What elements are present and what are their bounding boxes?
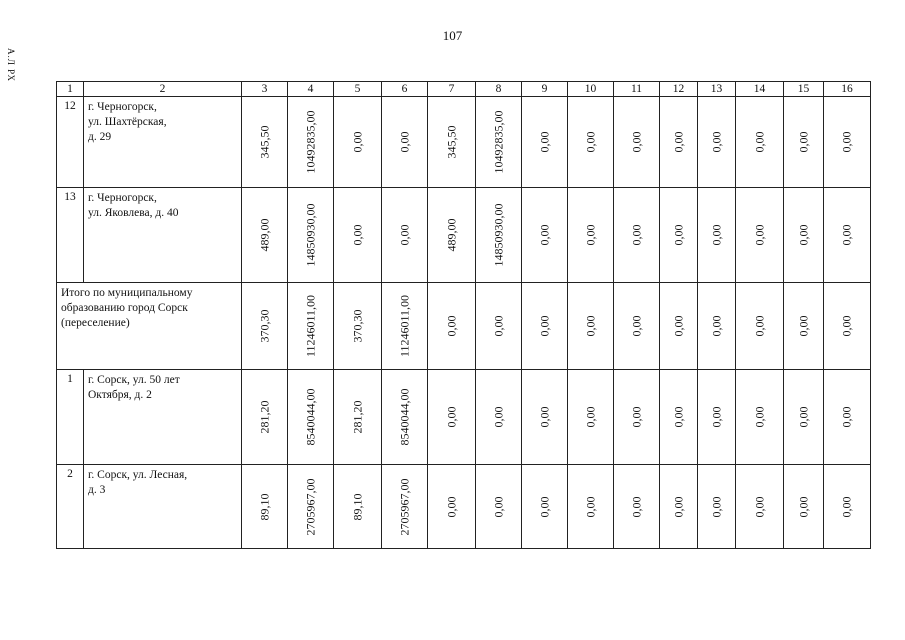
value-cell-col-7 xyxy=(428,97,476,188)
header-cell-7: 7 xyxy=(428,82,476,97)
value-text: 0,00 xyxy=(752,224,766,246)
header-cell-4: 4 xyxy=(288,82,334,97)
value-cell-col-12 xyxy=(660,283,698,370)
value-text: 2705967,00 xyxy=(303,478,317,535)
value-cell-col-6 xyxy=(382,97,428,188)
value-text: 0,00 xyxy=(752,131,766,153)
header-row xyxy=(57,82,871,97)
value-cell-col-4 xyxy=(288,97,334,188)
value-cell-col-8 xyxy=(476,97,522,188)
value-cell-col-11 xyxy=(614,188,660,283)
value-text: 345,50 xyxy=(257,125,271,159)
page-number: 107 xyxy=(442,28,463,43)
value-cell-col-10 xyxy=(568,283,614,370)
value-cell-col-3 xyxy=(242,370,288,465)
value-text: 0,00 xyxy=(709,315,723,337)
value-cell-col-9 xyxy=(522,465,568,549)
value-text: 0,00 xyxy=(350,224,364,246)
value-text: 370,30 xyxy=(350,309,364,343)
header-cell-11: 11 xyxy=(614,82,660,97)
value-cell-col-8 xyxy=(476,370,522,465)
value-cell-col-13 xyxy=(698,188,736,283)
value-cell-col-10 xyxy=(568,465,614,549)
value-text: 0,00 xyxy=(839,496,854,517)
value-cell-col-11 xyxy=(614,370,660,465)
address-cell: г. Черногорск, ул. Шахтёрская, д. 29 xyxy=(84,97,242,188)
row-number: 12 xyxy=(57,97,84,188)
address-cell: г. Сорск, ул. Лесная, д. 3 xyxy=(84,465,242,549)
value-cell-col-13 xyxy=(698,370,736,465)
value-text: 0,00 xyxy=(709,224,723,246)
value-cell-col-12 xyxy=(660,465,698,549)
table-row xyxy=(57,370,871,465)
value-text: 0,00 xyxy=(583,224,597,246)
value-text: 0,00 xyxy=(796,131,810,153)
value-cell-col-3 xyxy=(242,465,288,549)
header-cell-1: 1 xyxy=(57,82,84,97)
header-cell-15: 15 xyxy=(784,82,824,97)
value-cell-col-6 xyxy=(382,370,428,465)
value-text: 0,00 xyxy=(397,224,411,246)
value-cell-col-6 xyxy=(382,188,428,283)
header-cell-10: 10 xyxy=(568,82,614,97)
value-text: 0,00 xyxy=(796,224,810,246)
value-text: 0,00 xyxy=(709,496,723,517)
value-text: 8540044,00 xyxy=(303,388,317,446)
value-cell-col-16 xyxy=(824,465,871,549)
header-cell-5: 5 xyxy=(334,82,382,97)
value-text: 0,00 xyxy=(491,406,505,428)
value-text: 0,00 xyxy=(629,315,643,337)
value-cell-col-14 xyxy=(736,370,784,465)
address-cell: г. Сорск, ул. 50 лет Октября, д. 2 xyxy=(84,370,242,465)
value-text: 0,00 xyxy=(709,406,723,428)
value-cell-col-10 xyxy=(568,97,614,188)
value-text: 0,00 xyxy=(752,315,766,337)
header-cell-16: 16 xyxy=(824,82,871,97)
value-text: 345,50 xyxy=(444,125,458,159)
value-cell-col-4 xyxy=(288,465,334,549)
value-text: 0,00 xyxy=(671,224,685,246)
value-cell-col-12 xyxy=(660,97,698,188)
value-text: 10492835,00 xyxy=(491,110,505,174)
value-cell-col-7 xyxy=(428,283,476,370)
value-text: 0,00 xyxy=(839,406,854,428)
value-cell-col-14 xyxy=(736,283,784,370)
row-number: 13 xyxy=(57,188,84,283)
value-text: 11246011,00 xyxy=(397,294,411,358)
summary-label: Итого по муниципальному образованию город Сорск (переселение) xyxy=(57,283,242,370)
value-cell-col-15 xyxy=(784,188,824,283)
address-cell: г. Черногорск, ул. Яковлева, д. 40 xyxy=(84,188,242,283)
value-cell-col-8 xyxy=(476,465,522,549)
table-row xyxy=(57,465,871,549)
value-text: 0,00 xyxy=(839,315,854,337)
value-cell-col-3 xyxy=(242,283,288,370)
value-text: 0,00 xyxy=(583,496,597,517)
value-text: 370,30 xyxy=(257,309,271,343)
value-text: 14850930,00 xyxy=(303,203,317,267)
value-text: 0,00 xyxy=(796,315,810,337)
value-text: 0,00 xyxy=(537,315,551,337)
value-cell-col-16 xyxy=(824,283,871,370)
value-cell-col-5 xyxy=(334,97,382,188)
header-cell-12: 12 xyxy=(660,82,698,97)
value-cell-col-12 xyxy=(660,188,698,283)
value-cell-col-11 xyxy=(614,465,660,549)
value-cell-col-5 xyxy=(334,188,382,283)
value-cell-col-15 xyxy=(784,465,824,549)
value-text: 10492835,00 xyxy=(303,110,317,174)
value-cell-col-7 xyxy=(428,370,476,465)
value-cell-col-9 xyxy=(522,97,568,188)
value-cell-col-13 xyxy=(698,465,736,549)
table-row xyxy=(57,188,871,283)
value-cell-col-14 xyxy=(736,188,784,283)
value-text: 489,00 xyxy=(257,218,271,252)
value-cell-col-14 xyxy=(736,465,784,549)
value-cell-col-14 xyxy=(736,97,784,188)
value-text: 0,00 xyxy=(796,496,810,517)
value-text: 0,00 xyxy=(583,315,597,337)
value-text: 0,00 xyxy=(444,496,458,517)
value-text: 0,00 xyxy=(752,496,766,517)
value-text: 0,00 xyxy=(629,496,643,517)
value-text: 0,00 xyxy=(671,406,685,428)
header-cell-13: 13 xyxy=(698,82,736,97)
value-cell-col-5 xyxy=(334,370,382,465)
table-row xyxy=(57,97,871,188)
value-cell-col-15 xyxy=(784,283,824,370)
value-text: 489,00 xyxy=(444,218,458,252)
value-text: 89,10 xyxy=(350,493,364,520)
value-cell-col-4 xyxy=(288,188,334,283)
value-cell-col-4 xyxy=(288,283,334,370)
header-cell-3: 3 xyxy=(242,82,288,97)
value-text: 0,00 xyxy=(671,315,685,337)
row-number: 2 xyxy=(57,465,84,549)
value-cell-col-11 xyxy=(614,283,660,370)
header-cell-9: 9 xyxy=(522,82,568,97)
value-text: 0,00 xyxy=(537,224,551,246)
value-cell-col-7 xyxy=(428,465,476,549)
value-text: 0,00 xyxy=(350,131,364,153)
value-cell-col-3 xyxy=(242,97,288,188)
value-cell-col-6 xyxy=(382,465,428,549)
value-cell-col-11 xyxy=(614,97,660,188)
value-text: 14850930,00 xyxy=(491,203,505,267)
value-text: 0,00 xyxy=(537,131,551,153)
value-text: 0,00 xyxy=(397,131,411,153)
value-text: 0,00 xyxy=(839,131,854,153)
header-cell-6: 6 xyxy=(382,82,428,97)
value-cell-col-9 xyxy=(522,283,568,370)
value-text: 0,00 xyxy=(671,496,685,517)
value-cell-col-16 xyxy=(824,97,871,188)
value-text: 0,00 xyxy=(491,496,505,517)
value-cell-col-6 xyxy=(382,283,428,370)
value-cell-col-16 xyxy=(824,370,871,465)
value-text: 0,00 xyxy=(671,131,685,153)
header-cell-8: 8 xyxy=(476,82,522,97)
header-cell-2: 2 xyxy=(84,82,242,97)
value-text: 0,00 xyxy=(629,406,643,428)
value-cell-col-16 xyxy=(824,188,871,283)
value-text: 0,00 xyxy=(444,406,458,428)
value-text: 0,00 xyxy=(629,224,643,246)
value-cell-col-8 xyxy=(476,283,522,370)
value-cell-col-13 xyxy=(698,97,736,188)
value-text: 0,00 xyxy=(709,131,723,153)
value-cell-col-10 xyxy=(568,188,614,283)
value-text: 0,00 xyxy=(796,406,810,428)
value-cell-col-15 xyxy=(784,370,824,465)
value-text: 2705967,00 xyxy=(397,478,411,535)
value-cell-col-5 xyxy=(334,465,382,549)
value-cell-col-5 xyxy=(334,283,382,370)
value-cell-col-8 xyxy=(476,188,522,283)
value-cell-col-9 xyxy=(522,370,568,465)
value-cell-col-13 xyxy=(698,283,736,370)
value-text: 0,00 xyxy=(444,315,458,337)
value-text: 0,00 xyxy=(537,406,551,428)
value-text: 281,20 xyxy=(257,400,271,434)
value-text: 281,20 xyxy=(350,400,364,434)
resettlement-table xyxy=(56,81,871,549)
value-cell-col-10 xyxy=(568,370,614,465)
row-number: 1 xyxy=(57,370,84,465)
value-text: 0,00 xyxy=(537,496,551,517)
value-text: 0,00 xyxy=(629,131,643,153)
value-cell-col-15 xyxy=(784,97,824,188)
value-cell-col-12 xyxy=(660,370,698,465)
value-text: 8540044,00 xyxy=(397,388,411,446)
value-text: 0,00 xyxy=(583,406,597,428)
value-text: 0,00 xyxy=(752,406,766,428)
side-margin-code: А.Л РХ xyxy=(6,48,16,82)
value-cell-col-3 xyxy=(242,188,288,283)
value-cell-col-9 xyxy=(522,188,568,283)
value-text: 0,00 xyxy=(583,131,597,153)
value-text: 89,10 xyxy=(257,493,271,520)
value-cell-col-7 xyxy=(428,188,476,283)
value-text: 0,00 xyxy=(491,315,505,337)
value-text: 11246011,00 xyxy=(303,294,317,358)
value-text: 0,00 xyxy=(839,224,854,246)
header-cell-14: 14 xyxy=(736,82,784,97)
value-cell-col-4 xyxy=(288,370,334,465)
summary-row xyxy=(57,283,871,370)
